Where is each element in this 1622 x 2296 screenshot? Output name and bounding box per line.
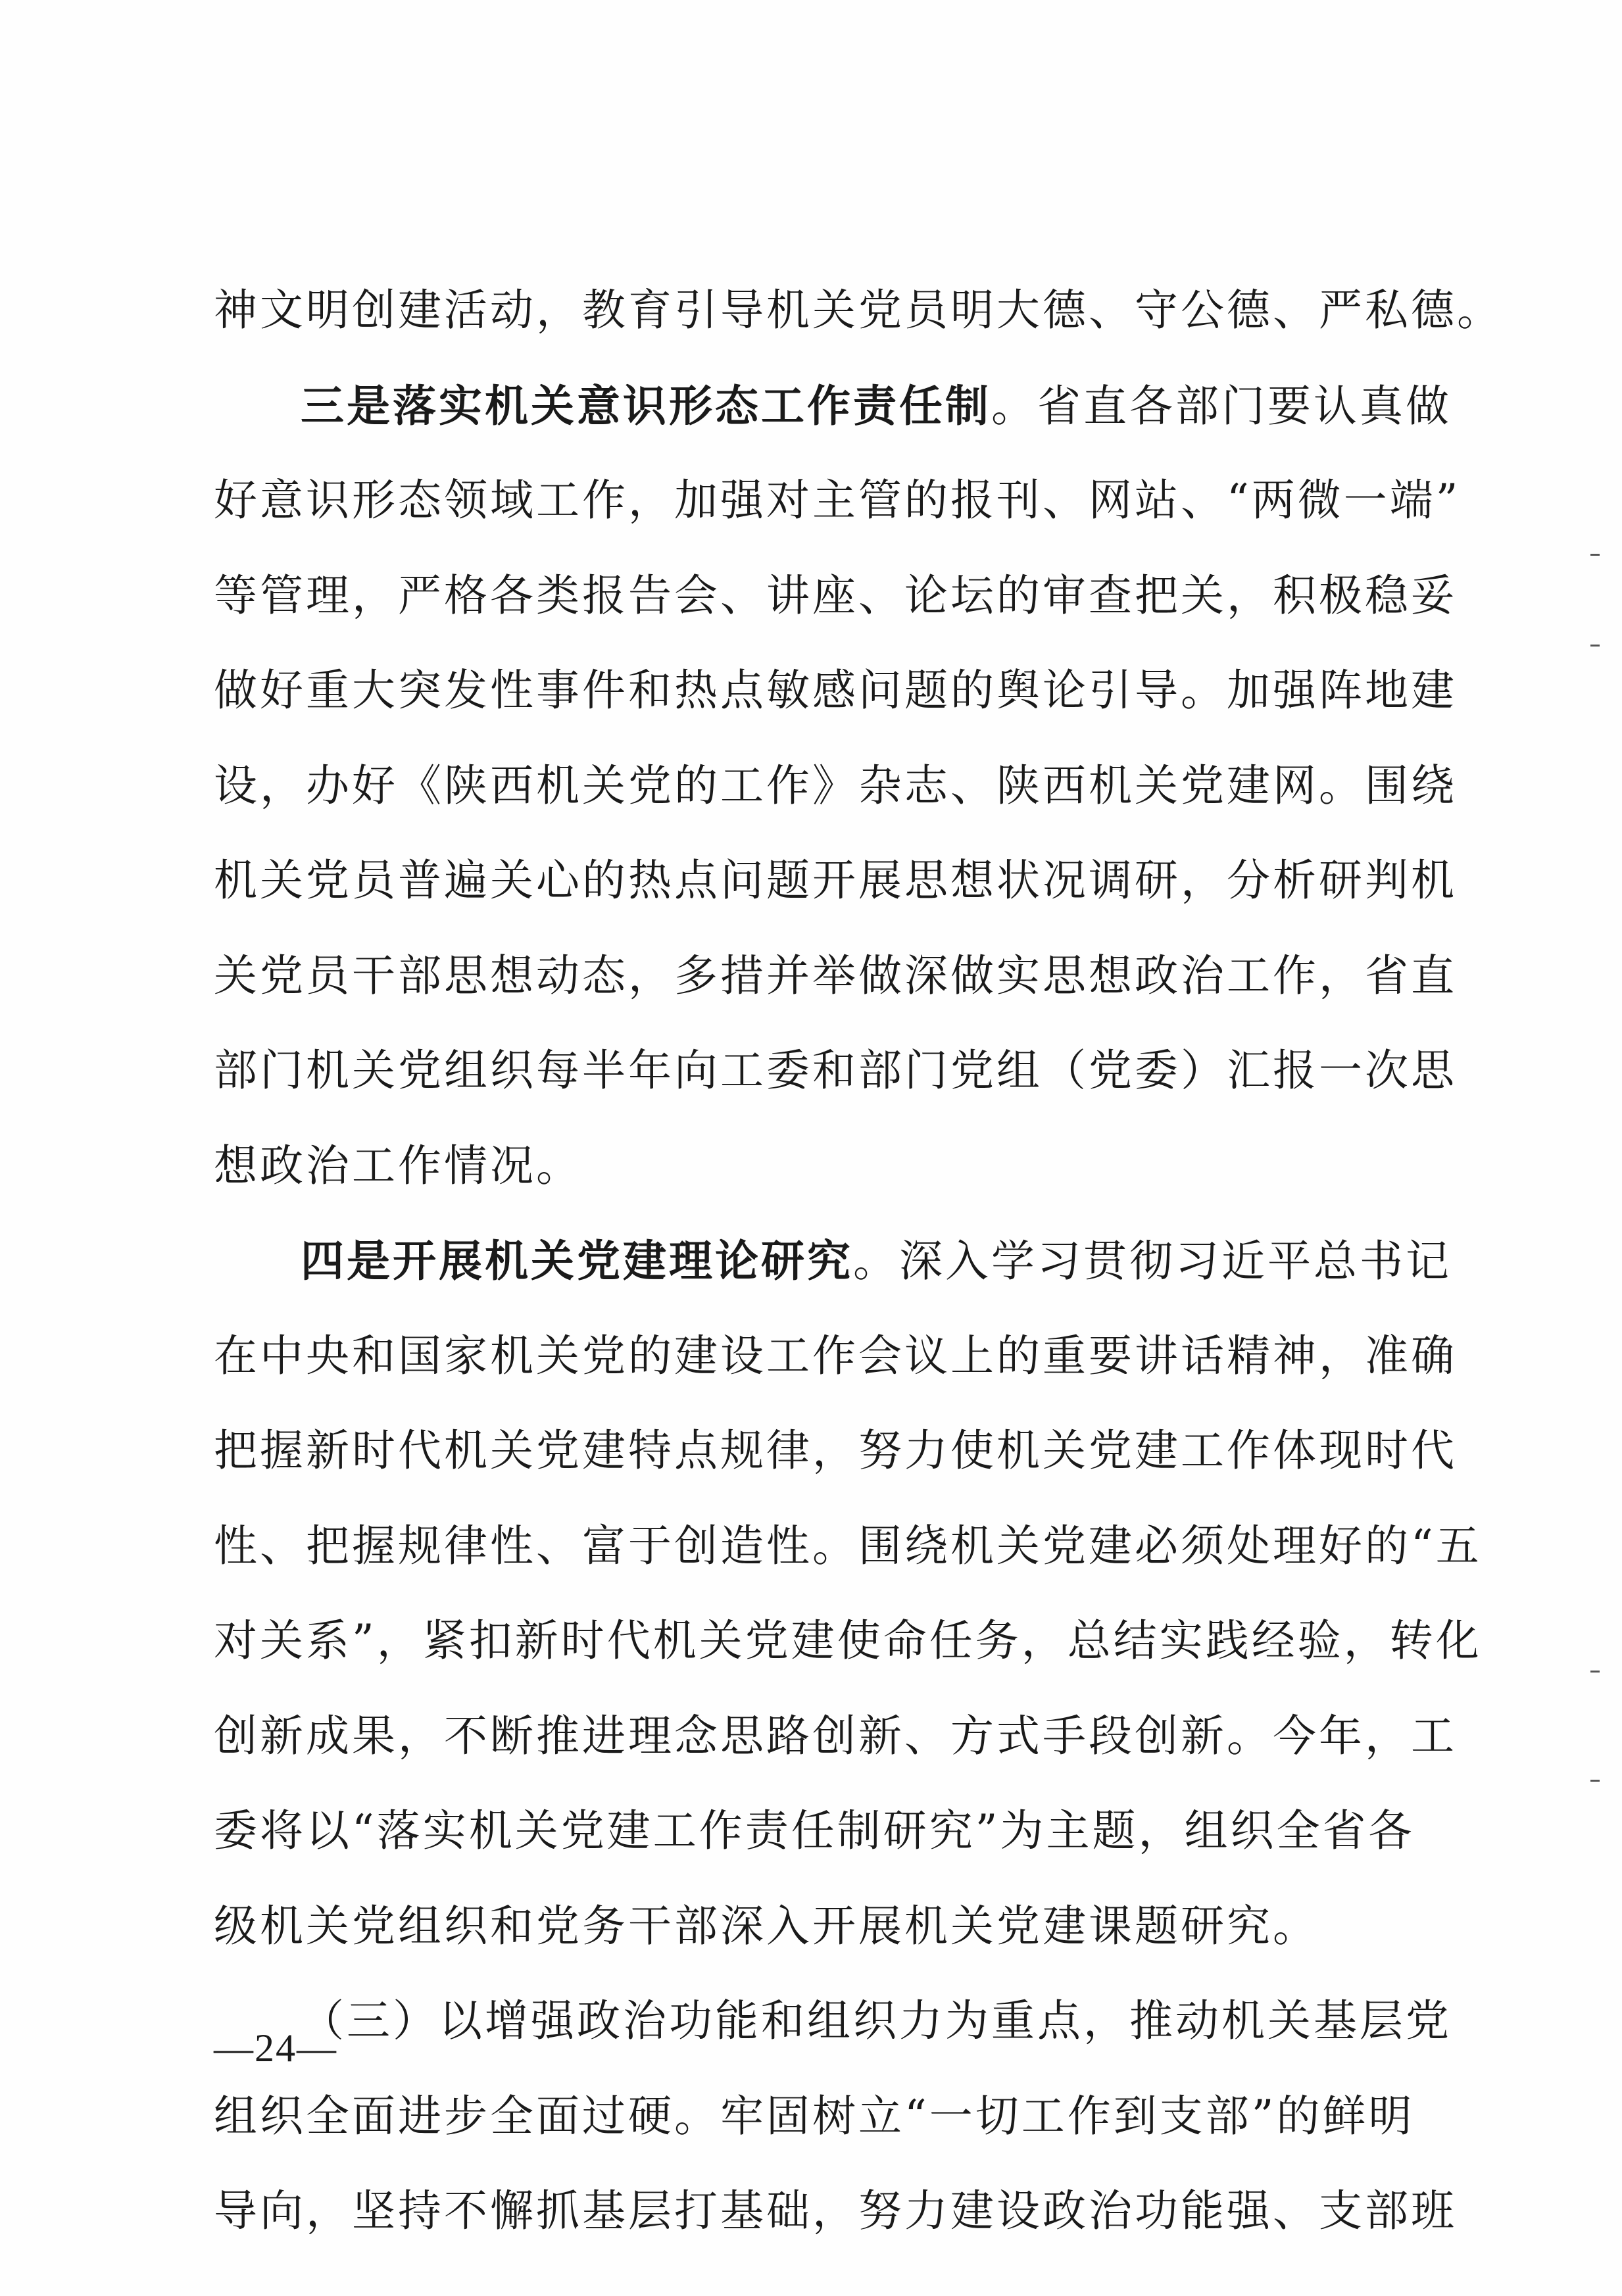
- bold-heading: 三是落实机关意识形态工作责任制: [301, 379, 991, 431]
- body-text: [214, 263, 1503, 2259]
- text-line: 关党员干部思想动态，多措并举做深做实思想政治工作，省直: [214, 950, 1457, 1001]
- text-line: 机关党员普遍关心的热点问题开展思想状况调研，分析研判机: [214, 855, 1457, 906]
- text-line: 创新成果，不断推进理念思路创新、方式手段创新。今年，工: [214, 1710, 1457, 1761]
- text-line: 性、把握规律性、富于创造性。围绕机关党建必须处理好的“五: [214, 1520, 1482, 1571]
- text-line: 神文明创建活动，教育引导机关党员明大德、守公德、严私德。: [214, 285, 1503, 335]
- line-rest: 。深入学习贯彻习近平总书记: [853, 1236, 1452, 1286]
- text-line: 委将以“落实机关党建工作责任制研究”为主题，组织全省各: [214, 1805, 1415, 1856]
- text-line: [214, 358, 1452, 454]
- page-number: —24—: [214, 2026, 337, 2070]
- scan-mark: [1590, 645, 1600, 647]
- text-line: 好意识形态领域工作，加强对主管的报刊、网站、“两微一端”: [214, 475, 1461, 525]
- text-line: 想政治工作情况。: [214, 1140, 582, 1191]
- text-line: [214, 1213, 1452, 1309]
- text-line: 导向，坚持不懈抓基层打基础，努力建设政治功能强、支部班: [214, 2186, 1457, 2236]
- text-line: 在中央和国家机关党的建设工作会议上的重要讲话精神，准确: [214, 1330, 1457, 1381]
- bold-heading: 四是开展机关党建理论研究: [301, 1235, 853, 1286]
- text-line: 设，办好《陕西机关党的工作》杂志、陕西机关党建网。围绕: [214, 760, 1457, 811]
- scan-mark: [1590, 554, 1600, 556]
- text-line: （三）以增强政治功能和组织力为重点，推动机关基层党: [301, 1995, 1452, 2046]
- text-line: 部门机关党组织每半年向工委和部门党组（党委）汇报一次思: [214, 1045, 1457, 1096]
- text-line: 组织全面进步全面过硬。牢固树立“一切工作到支部”的鲜明: [214, 2090, 1415, 2141]
- text-line: 把握新时代机关党建特点规律，努力使机关党建工作体现时代: [214, 1425, 1457, 1476]
- scan-mark: [1590, 1780, 1600, 1782]
- line-rest: 。省直各部门要认真做: [991, 380, 1452, 431]
- scan-mark: [1590, 1671, 1600, 1673]
- text-line: 对关系”，紧扣新时代机关党建使命任务，总结实践经验，转化: [214, 1615, 1482, 1666]
- text-line: 级机关党组织和党务干部深入开展机关党建课题研究。: [214, 1900, 1319, 1951]
- text-line: 做好重大突发性事件和热点敏感问题的舆论引导。加强阵地建: [214, 665, 1457, 716]
- text-line: 等管理，严格各类报告会、讲座、论坛的审查把关，积极稳妥: [214, 570, 1457, 621]
